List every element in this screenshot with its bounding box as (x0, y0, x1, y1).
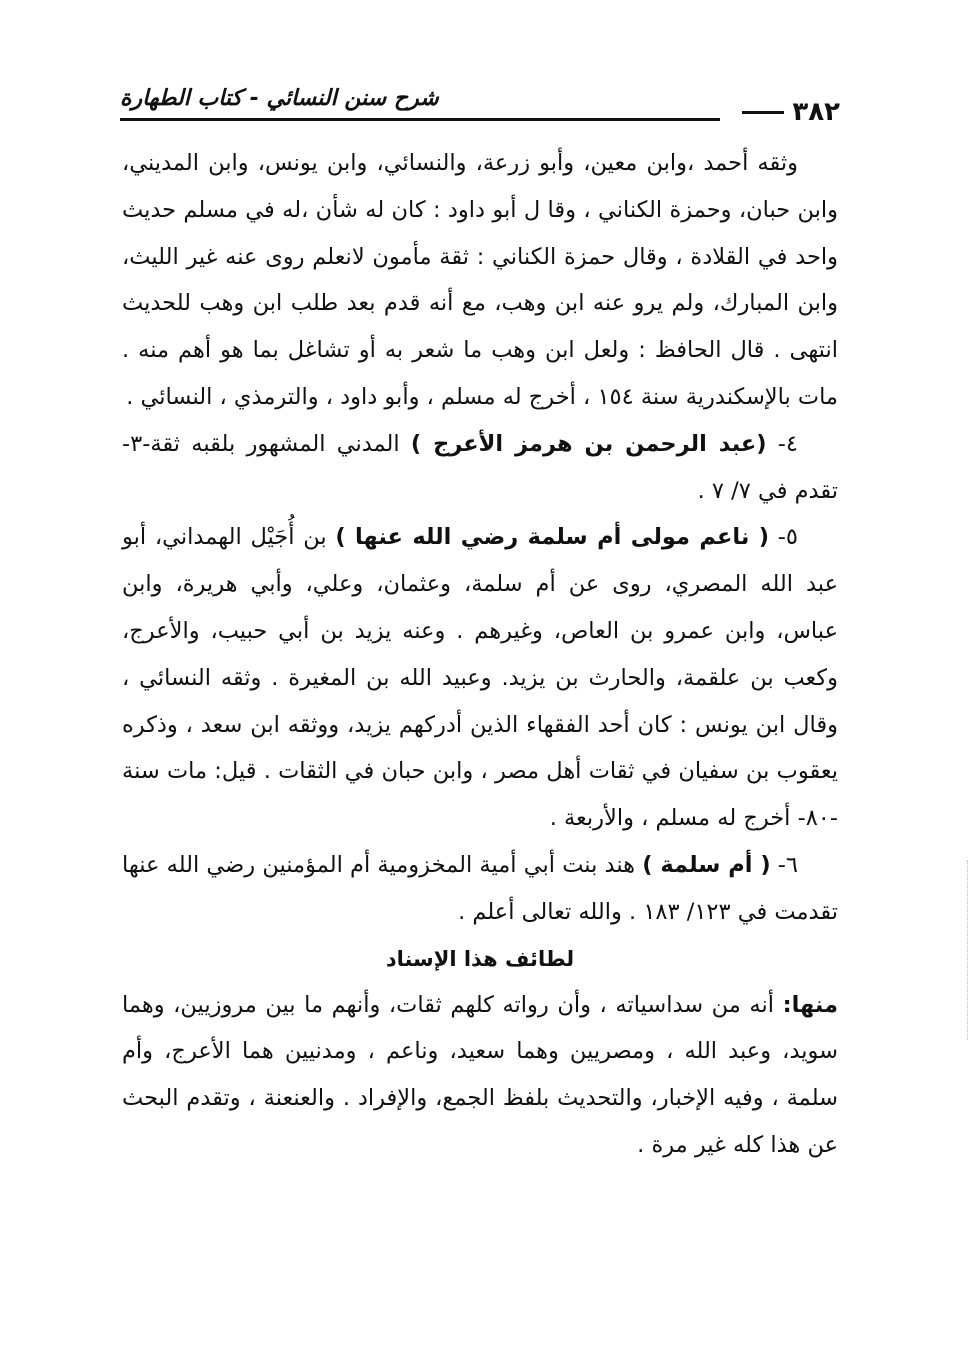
narrator-name: ( أم سلمة ) (642, 851, 771, 878)
section-heading: لطائف هذا الإسناد (385, 946, 575, 971)
page-header (120, 78, 840, 127)
paragraph-isnad-notes (122, 982, 838, 1169)
page-number: ٣٨٢ (792, 97, 840, 127)
paragraph-narrator-5 (122, 514, 838, 842)
paragraph-number: ٤- (766, 430, 799, 457)
page-number-block (742, 92, 840, 132)
scan-edge-marks (965, 860, 968, 1040)
paragraph-text: أنه من سداسياته ، وأن رواته كلهم ثقات، وأنهم ما بين مروزيين، وهما سويد، وعبد الله ، ومصريين وهما سعيد، وناعم ، ومدنيين هما الأعرج، وأم سلمة ، وفيه الإخبار، والتحديث بلفظ الجمع، والإفراد . والعنعنة ، وتقدم البحث عن هذا كله غير مرة . (122, 991, 838, 1158)
paragraph-text: المدني المشهور بلقبه ثقة-٣- تقدم في ٧/ ٧ . (122, 430, 838, 504)
paragraph-text: وثقه أحمد ،وابن معين، وأبو زرعة، والنسائي، وابن يونس، وابن المديني، وابن حبان، وحمزة الكناني ، وقا ل أبو داود : كان له شأن ،له في مسلم حديث واحد في القلادة ، وقال حمزة الكناني : ثقة مأمون لانعلم روى عنه غير الليث، وابن المبارك، ولم يرو عنه ابن وهب، مع أنه قدم بعد طلب ابن وهب للحديث انتهى . قال الحافظ : ولعل ابن وهب ما شعر به أو تشاغل بما هو أهم منه . مات بالإسكندرية سنة ١٥٤ ، أخرج له مسلم ، وأبو داود ، والترمذي ، النسائي . (122, 150, 838, 410)
header-rule (120, 118, 720, 121)
paragraph-number: ٦- (770, 851, 799, 878)
lead-word: منها: (782, 991, 838, 1018)
running-title: شرح سنن النسائي - كتاب الطهارة (120, 86, 439, 111)
paragraph-text: بن أُجَيْل الهمداني، أبو عبد الله المصري، روى عن أم سلمة، وعثمان، وعلي، وأبي هريرة، وابن عباس، وابن عمرو بن العاص، وغيرهم . وعنه يزيد بن أبي حبيب، والأعرج، وكعب بن علقمة، والحارث بن يزيد. وعبيد الله بن المغيرة . وثقه النسائي ، وقال ابن يونس : كان أحد الفقهاء الذين أدركهم يزيد، ووثقه ابن سعد ، وذكره يعقوب بن سفيان في ثقات أهل مصر ، وابن حبان في الثقات . قيل: مات سنة -٨٠- أخرج له مسلم ، والأربعة . (122, 524, 838, 832)
paragraph-text: هند بنت أبي أمية المخزومية أم المؤمنين رضي الله عنها تقدمت في ١٢٣/ ١٨٣ . والله تعالى أعلم . (122, 851, 838, 925)
paragraph-number: ٥- (769, 524, 798, 551)
narrator-name: (عبد الرحمن بن هرمز الأعرج ) (410, 430, 767, 457)
page-number-dash (742, 111, 784, 114)
main-text (122, 140, 838, 1169)
narrator-name: ( ناعم مولى أم سلمة رضي الله عنها ) (335, 524, 770, 551)
paragraph-narrator-4 (122, 421, 838, 515)
paragraph-narrator-3-continued (122, 140, 838, 421)
paragraph-narrator-6 (122, 842, 838, 936)
